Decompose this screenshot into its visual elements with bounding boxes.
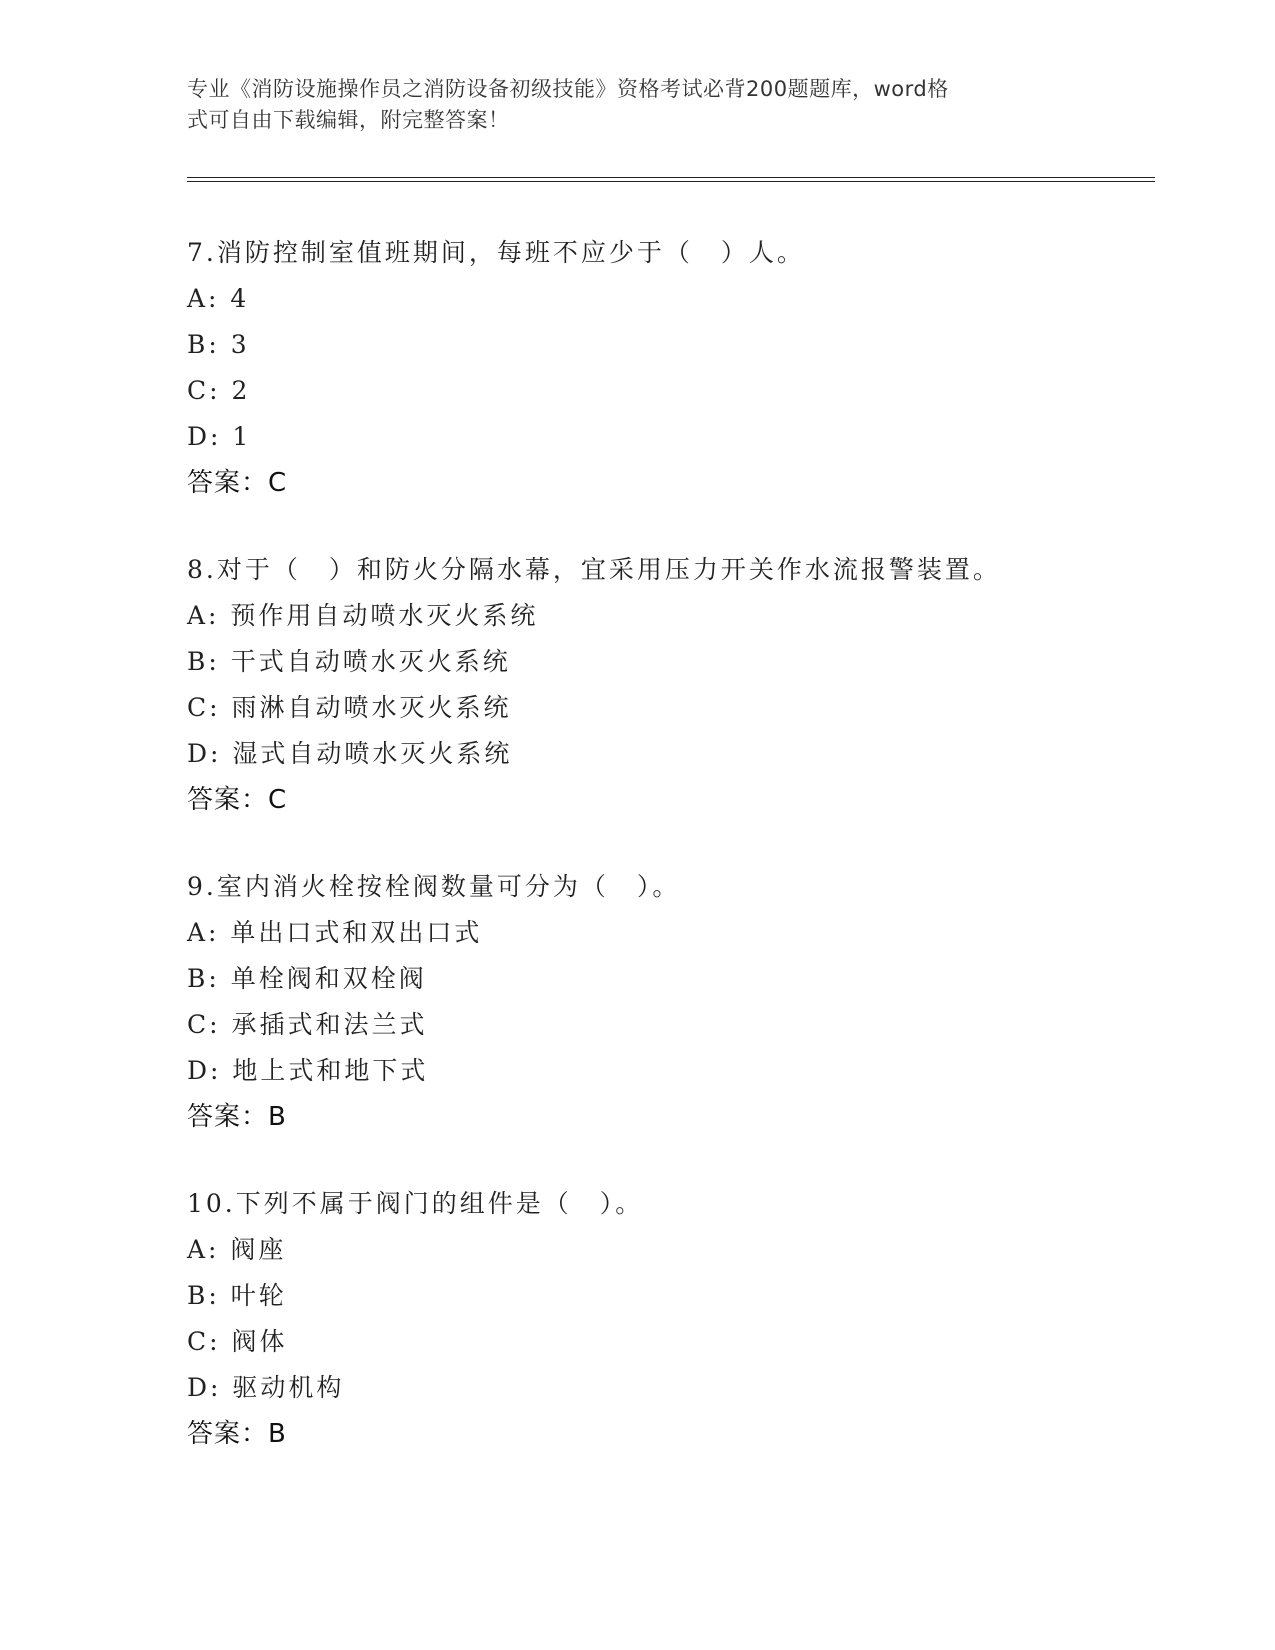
header-line-1: 专业《消防设施操作员之消防设备初级技能》资格考试必背200题题库，word格	[187, 77, 949, 101]
question-block	[187, 547, 1137, 823]
question-block	[187, 230, 1137, 506]
header-double-rule	[187, 177, 1155, 182]
option-c: C: 2	[187, 376, 251, 405]
option-a: A: 4	[187, 284, 250, 313]
option-a: A: 阀座	[187, 1235, 287, 1264]
header-line-2: 式可自由下载编辑，附完整答案！	[187, 108, 510, 132]
answer-line: 答案：C	[187, 785, 288, 815]
option-c: C: 雨淋自动喷水灭火系统	[187, 693, 512, 722]
option-d: D: 湿式自动喷水灭火系统	[187, 739, 513, 768]
option-a: A: 预作用自动喷水灭火系统	[187, 601, 539, 630]
option-d: D: 地上式和地下式	[187, 1056, 429, 1085]
question-block	[187, 864, 1137, 1140]
question-stem: 7.消防控制室值班期间，每班不应少于（ ）人。	[187, 238, 805, 267]
option-c: C: 承插式和法兰式	[187, 1010, 428, 1039]
question-stem: 10.下列不属于阀门的组件是（ ）。	[187, 1189, 644, 1218]
question-stem: 9.室内消火栓按栓阀数量可分为（ ）。	[187, 872, 681, 901]
answer-line: 答案：B	[187, 1102, 287, 1132]
option-a: A: 单出口式和双出口式	[187, 918, 483, 947]
question-block	[187, 1181, 1137, 1457]
option-d: D: 1	[187, 422, 252, 451]
option-d: D: 驱动机构	[187, 1373, 345, 1402]
option-b: B: 干式自动喷水灭火系统	[187, 647, 511, 676]
answer-line: 答案：C	[187, 468, 288, 498]
document-header	[187, 74, 1077, 136]
question-stem: 8.对于（ ）和防火分隔水幕，宜采用压力开关作水流报警装置。	[187, 555, 1001, 584]
option-c: C: 阀体	[187, 1327, 288, 1356]
answer-line: 答案：B	[187, 1419, 287, 1449]
option-b: B: 3	[187, 330, 250, 359]
option-b: B: 叶轮	[187, 1281, 287, 1310]
option-b: B: 单栓阀和双栓阀	[187, 964, 427, 993]
